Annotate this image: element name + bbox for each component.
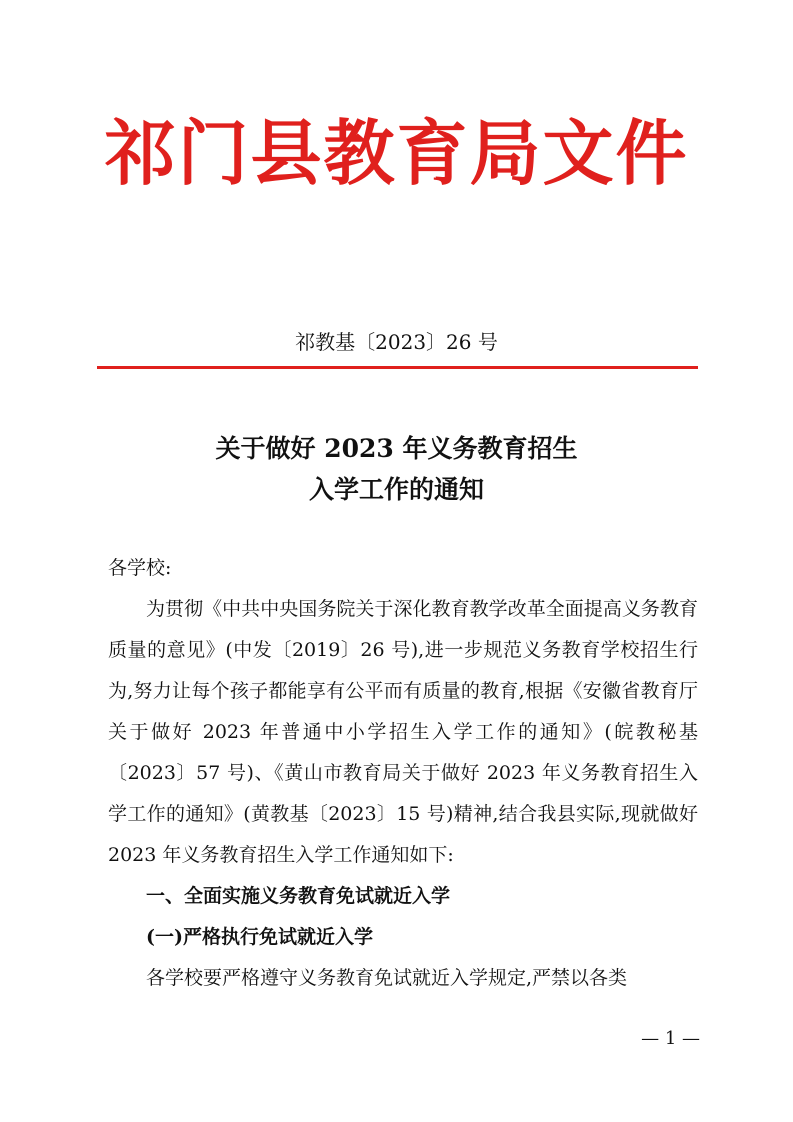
title-line-2: 入学工作的通知 <box>308 475 484 504</box>
red-divider-line <box>97 366 698 369</box>
body-paragraph-2: 各学校要严格遵守义务教育免试就近入学规定,严禁以各类 <box>146 967 628 989</box>
title-line-1: 关于做好 2023 年义务教育招生 <box>215 434 578 463</box>
subsection-heading-1: (一)严格执行免试就近入学 <box>146 926 373 948</box>
body-paragraph-1: 为贯彻《中共中央国务院关于深化教育教学改革全面提高义务教育质量的意见》(中发〔2019〕26 号),进一步规范义务教育学校招生行为,努力让每个孩子都能享有公平而有质量的教育,根据《安徽省教育厅关于做好 2023 年普通中小学招生入学工作的通知》(皖教秘基〔2023〕57 号)、《黄山市教育局关于做好 2023 年义务教育招生入学工作的通知》(黄教基〔2023〕15 号)精神,结合我县实际,现就做好 2023 年义务教育招生入学工作通知如下: <box>108 598 698 866</box>
document-number: 祁教基〔2023〕26 号 <box>295 330 498 354</box>
page-number: — 1 — <box>641 1028 700 1049</box>
issuer-header: 祁门县教育局文件 <box>104 111 689 195</box>
document-title <box>0 428 793 510</box>
salutation: 各学校: <box>108 557 172 579</box>
section-heading-1: 一、全面实施义务教育免试就近入学 <box>146 885 451 907</box>
